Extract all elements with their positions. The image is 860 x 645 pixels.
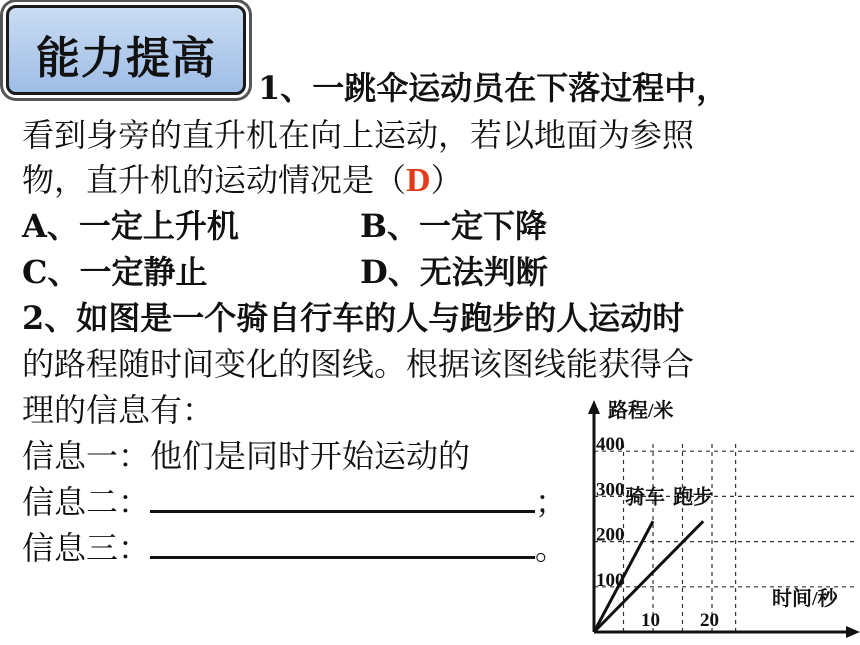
q1-option-d: D、无法判断 bbox=[360, 253, 548, 291]
series-label: 跑步 bbox=[673, 486, 714, 509]
q2-line3: 理的信息有： bbox=[22, 391, 215, 429]
x-axis-label: 时间/秒 bbox=[772, 588, 838, 610]
q2-line2: 的路程随时间变化的图线。根据该图线能获得合 bbox=[22, 345, 695, 383]
q2-info1: 信息一：他们是同时开始运动的 bbox=[22, 437, 471, 475]
q2-info3-end: 。 bbox=[535, 529, 568, 567]
q2-info3-label: 信息三： bbox=[22, 529, 151, 567]
x-tick-label: 20 bbox=[700, 610, 719, 631]
x-axis-arrow bbox=[846, 626, 860, 638]
q1-answer: D bbox=[406, 162, 431, 199]
y-tick-label: 100 bbox=[596, 569, 625, 591]
q1-line2: 看到身旁的直升机在向上运动，若以地面为参照 bbox=[22, 116, 695, 154]
q1-option-b: B、一定下降 bbox=[360, 207, 548, 245]
series-label: 骑车 bbox=[625, 486, 665, 509]
q1-line3-post: ） bbox=[430, 161, 463, 199]
q2-line1: 2、如图是一个骑自行车的人与跑步的人运动时 bbox=[22, 299, 685, 337]
q1-line3-pre: 物，直升机的运动情况是（ bbox=[22, 161, 407, 199]
q1-line1-text: 1、一跳伞运动员在下落过程中， bbox=[258, 69, 729, 107]
section-title: 能力提高 bbox=[36, 33, 216, 84]
q1-option-c: C、一定静止 bbox=[22, 253, 208, 291]
q1-option-a: A、一定上升机 bbox=[22, 207, 239, 245]
y-axis-arrow bbox=[588, 400, 600, 414]
y-tick-label: 300 bbox=[596, 479, 625, 501]
x-tick-label: 10 bbox=[641, 610, 660, 631]
q2-info2-label: 信息二： bbox=[22, 483, 151, 521]
y-tick-label: 200 bbox=[596, 524, 625, 546]
q2-info2-end: ； bbox=[535, 483, 568, 521]
y-tick-label: 400 bbox=[596, 434, 625, 456]
y-axis-label: 路程/米 bbox=[608, 400, 674, 422]
